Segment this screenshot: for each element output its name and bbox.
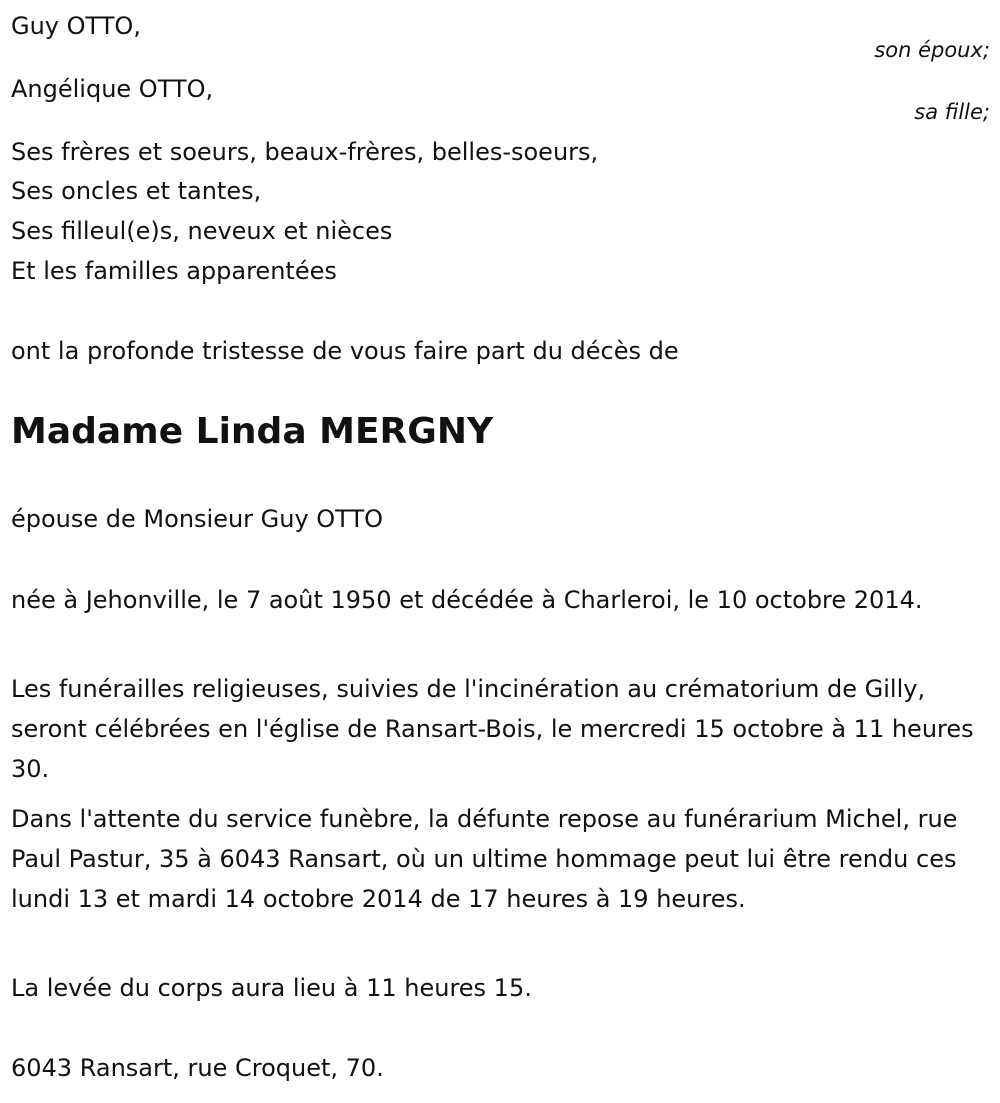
family-member-relation-2: sa fille; bbox=[914, 100, 990, 124]
address-line: 6043 Ransart, rue Croquet, 70. bbox=[11, 1054, 384, 1082]
viewing-paragraph: Dans l'attente du service funèbre, la défunte repose au funérarium Michel, rue Paul Pastur, 35 à 6043 Ransart, où un ultime hommage peut lui être rendu ces lundi 13 et mardi 14 octobre 2014 de 17 heures à 19 heures. bbox=[11, 805, 958, 913]
birth-death-paragraph: née à Jehonville, le 7 août 1950 et décédée à Charleroi, le 10 octobre 2014. bbox=[11, 586, 923, 614]
deceased-name: Madame Linda MERGNY bbox=[11, 411, 494, 452]
family-member-name-1: Guy OTTO, bbox=[11, 12, 141, 40]
spouse-line: épouse de Monsieur Guy OTTO bbox=[11, 505, 383, 533]
levee-paragraph: La levée du corps aura lieu à 11 heures 15. bbox=[11, 974, 532, 1002]
family-member-name-2: Angélique OTTO, bbox=[11, 75, 214, 103]
funeral-paragraph: Les funérailles religieuses, suivies de l'incinération au crématorium de Gilly, seront célébrées en l'église de Ransart-Bois, le mercredi 15 octobre à 11 heures 30. bbox=[11, 675, 974, 783]
family-member-relation-1: son époux; bbox=[874, 38, 990, 62]
relatives-line-4: Et les familles apparentées bbox=[11, 257, 337, 285]
relatives-line-2: Ses oncles et tantes, bbox=[11, 177, 262, 205]
relatives-line-3: Ses filleul(e)s, neveux et nièces bbox=[11, 217, 393, 245]
announcement-text: ont la profonde tristesse de vous faire part du décès de bbox=[11, 337, 679, 365]
relatives-line-1: Ses frères et soeurs, beaux-frères, belles-soeurs, bbox=[11, 138, 599, 166]
